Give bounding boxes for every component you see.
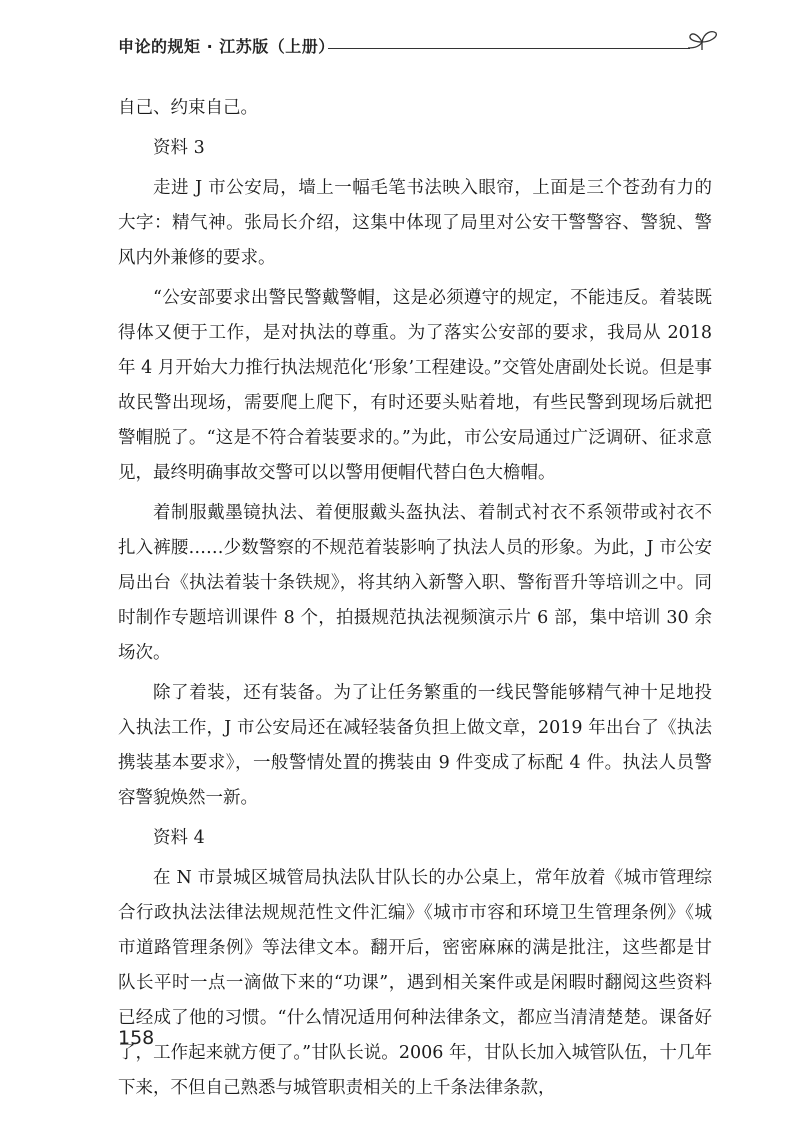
paragraph: 在 N 市景城区城管局执法队甘队长的办公桌上，常年放着《城市管理综合行政执法法律法规规范性文件汇编》《城市市容和环境卫生管理条例》《城市道路管理条例》等法律文本。翻开后，密密麻麻的满是批注，这些都是甘队长平时一点一滴做下来的“功课”，遇到相关案件或是闲暇时翻阅这些资料已经成了他的习惯。“什么情况适用何种法律条文，都应当清清楚楚。课备好了，工作起来就方便了。”甘队长说。2006 年，甘队长加入城管队伍，十几年下来，不但自己熟悉与城管职责相关的上千条法律条款，	[118, 868, 712, 1098]
paragraph: 除了着装，还有装备。为了让任务繁重的一线民警能够精气神十足地投入执法工作，J 市公安局还在减轻装备负担上做文章，2019 年出台了《执法携装基本要求》，一般警情处置的携装由 9 件变成了标配 4 件。执法人员警容警貌焕然一新。	[118, 683, 712, 808]
material-4-heading: 资料 4	[153, 828, 205, 848]
paragraph: 着制服戴墨镜执法、着便服戴头盔执法、着制式衬衣不系领带或衬衣不扎入裤腰……少数警察的不规范着装影响了执法人员的形象。为此，J 市公安局出台《执法着装十条铁规》，将其纳入新警入职、警衔晋升等培训之中。同时制作专题培训课件 8 个，拍摄规范执法视频演示片 6 部，集中培训 30 余场次。	[118, 503, 712, 663]
page-number: 158	[118, 1027, 155, 1049]
header-rule	[328, 48, 690, 49]
paragraph: “公安部要求出警民警戴警帽，这是必须遵守的规定，不能违反。着装既得体又便于工作，是对执法的尊重。为了落实公安部的要求，我局从 2018 年 4 月开始大力推行执法规范化‘形象’工程建设。”交管处唐副处长说。但是事故民警出现场，需要爬上爬下，有时还要头贴着地，有些民警到现场后就把警帽脱了。“这是不符合着装要求的。”为此，市公安局通过广泛调研、征求意见，最终明确事故交警可以以警用便帽代替白色大檐帽。	[118, 288, 712, 483]
material-3-heading: 资料 3	[153, 138, 205, 158]
page-body	[118, 91, 712, 1106]
book-title: 申论的规矩 · 江苏版（上册）	[118, 37, 335, 56]
paragraph: 走进 J 市公安局，墙上一幅毛笔书法映入眼帘，上面是三个苍劲有力的大字：精气神。张局长介绍，这集中体现了局里对公安干警警容、警貌、警风内外兼修的要求。	[118, 178, 712, 268]
sprout-icon	[686, 28, 720, 56]
continuation-text: 自己、约束自己。	[118, 98, 258, 118]
running-header	[118, 34, 718, 64]
